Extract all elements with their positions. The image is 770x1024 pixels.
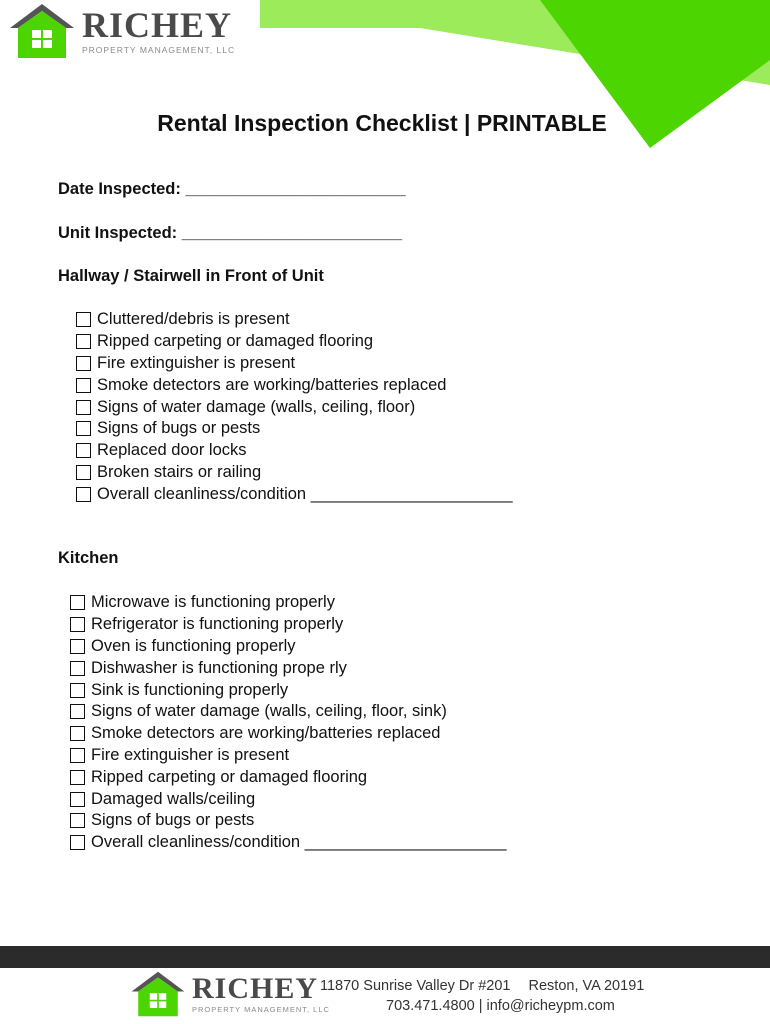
checkbox[interactable]: [70, 813, 85, 828]
checklist-item: [70, 832, 507, 854]
checklist-item-label: Overall cleanliness/condition ______________________: [97, 484, 513, 503]
house-logo-icon: [130, 970, 186, 1018]
checklist-item: [76, 331, 513, 353]
checklist-item: [70, 614, 507, 636]
checklist-item-label: Replaced door locks: [97, 441, 247, 460]
checklist-item-label: Dishwasher is functioning prope rly: [91, 658, 347, 677]
checklist-item-label: Fire extinguisher is present: [91, 745, 290, 764]
checkbox[interactable]: [76, 378, 91, 393]
checkbox[interactable]: [70, 639, 85, 654]
checklist-item-label: Sink is functioning properly: [91, 680, 289, 699]
company-logo-footer: [130, 970, 330, 1018]
checkbox[interactable]: [70, 661, 85, 676]
checklist-item-label: Fire extinguisher is present: [97, 353, 296, 372]
checkbox[interactable]: [70, 704, 85, 719]
checklist-item: [70, 788, 507, 810]
checkbox[interactable]: [70, 595, 85, 610]
footer-city: Reston, VA 20191: [528, 978, 645, 994]
section-heading-hallway: Hallway / Stairwell in Front of Unit: [58, 267, 324, 285]
checkbox[interactable]: [76, 421, 91, 436]
checkbox[interactable]: [76, 356, 91, 371]
checklist-item-label: Smoke detectors are working/batteries replaced: [91, 724, 441, 743]
checklist-item: [76, 418, 513, 440]
checkbox[interactable]: [70, 726, 85, 741]
checkbox[interactable]: [76, 312, 91, 327]
logo-subtitle: PROPERTY MANAGEMENT, LLC: [82, 45, 236, 55]
checkbox[interactable]: [70, 683, 85, 698]
logo-subtitle: PROPERTY MANAGEMENT, LLC: [192, 1005, 330, 1014]
checklist-item: [76, 309, 513, 331]
checklist-item-label: Damaged walls/ceiling: [91, 789, 256, 808]
checklist-item: [70, 636, 507, 658]
checkbox[interactable]: [70, 748, 85, 763]
checkbox[interactable]: [76, 443, 91, 458]
checklist-item-label: Signs of water damage (walls, ceiling, floor, sink): [91, 702, 447, 721]
page-title: Rental Inspection Checklist | PRINTABLE: [157, 110, 607, 136]
checklist-item: [76, 353, 513, 375]
checklist-item-label: Ripped carpeting or damaged flooring: [91, 767, 368, 786]
checkbox[interactable]: [70, 617, 85, 632]
checklist-item: [70, 679, 507, 701]
checklist-item: [70, 810, 507, 832]
checklist-item-label: Signs of bugs or pests: [97, 419, 261, 438]
checklist-item-label: Refrigerator is functioning properly: [91, 615, 344, 634]
checklist-item: [70, 701, 507, 723]
checklist-item-label: Signs of bugs or pests: [91, 811, 255, 830]
house-logo-icon: [8, 2, 76, 60]
checklist-item-label: Signs of water damage (walls, ceiling, floor): [97, 397, 416, 416]
checkbox[interactable]: [76, 465, 91, 480]
checkbox[interactable]: [70, 792, 85, 807]
checkbox[interactable]: [76, 400, 91, 415]
checkbox[interactable]: [76, 487, 91, 502]
checklist-item: [70, 766, 507, 788]
footer-bar: [0, 946, 770, 968]
checkbox[interactable]: [70, 770, 85, 785]
checklist-item: [70, 723, 507, 745]
section-heading-kitchen: Kitchen: [58, 549, 119, 567]
checklist-item: [76, 374, 513, 396]
unit-inspected-field: Unit Inspected: ________________________: [58, 224, 402, 242]
footer-street: 11870 Sunrise Valley Dr #201: [320, 978, 511, 994]
checklist-item-label: Broken stairs or railing: [97, 462, 262, 481]
checkbox[interactable]: [76, 334, 91, 349]
footer-contact: 703.471.4800 | info@richeypm.com: [386, 998, 615, 1014]
checklist-item: [70, 657, 507, 679]
checkbox[interactable]: [70, 835, 85, 850]
company-logo-header: [8, 2, 235, 60]
checklist-item: [76, 440, 513, 462]
hallway-checklist: [76, 309, 513, 505]
checklist-item: [70, 592, 507, 614]
checklist-item-label: Oven is functioning properly: [91, 636, 296, 655]
logo-name: RICHEY: [82, 5, 233, 45]
checklist-item: [76, 483, 513, 505]
kitchen-checklist: [70, 592, 507, 854]
checklist-item-label: Cluttered/debris is present: [97, 310, 290, 329]
checklist-item: [70, 745, 507, 767]
logo-name: RICHEY: [192, 972, 319, 1005]
checklist-item: [76, 396, 513, 418]
date-inspected-field: Date Inspected: ________________________: [58, 180, 406, 198]
checklist-item-label: Smoke detectors are working/batteries replaced: [97, 375, 447, 394]
checklist-item-label: Microwave is functioning properly: [91, 593, 335, 612]
checklist-item-label: Ripped carpeting or damaged flooring: [97, 332, 374, 351]
checklist-item-label: Overall cleanliness/condition ______________________: [91, 833, 507, 852]
checklist-item: [76, 462, 513, 484]
